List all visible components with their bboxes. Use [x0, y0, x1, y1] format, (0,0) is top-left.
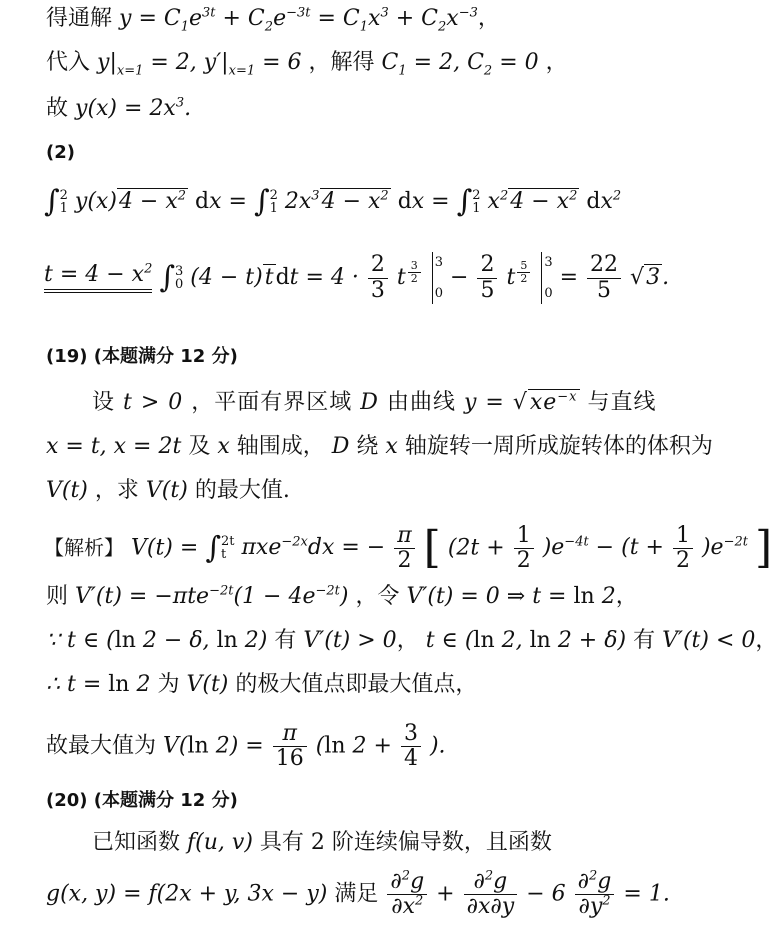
therefore-line: ∴ t = ln 2 为 V(t) 的极大值点即最大值点，: [46, 672, 478, 697]
because-line: ∵ t ∈ (ln 2 − δ, ln 2) 有 V′(t) > 0， t ∈ (ln 2, ln 2 + δ) 有 V′(t) < 0，: [46, 628, 777, 653]
q20-paragraph-line-2: g(x, y) = f(2x + y, 3x − y) 满足 $\frac{\partial^2g}{\partial x^2}$ + $\frac{\partial^2g}{\partial x\partial y}$ − 6 $\frac{\partial^2g}{\partial y^2}$ = 1.: [46, 868, 670, 920]
q19-paragraph-line-1: 设 t > 0 ，平面有界区域 D 由曲线 $y = √xe^{-x}$ 与直线: [92, 389, 657, 415]
text-region: ，平面有界区域: [191, 390, 353, 415]
text-axis-enclosed: 轴围成，: [236, 434, 325, 459]
text-let: 设: [92, 390, 116, 415]
text-satisfies: 满足: [334, 881, 379, 907]
text-max-point: 的极大值点即最大值点，: [235, 672, 478, 697]
text-rotation-volume: 轴旋转一周所成旋转体的体积为: [404, 434, 713, 459]
q19-paragraph-line-3: V(t) ，求 V(t) 的最大值.: [46, 478, 290, 503]
text-solve: ，解得: [308, 50, 375, 75]
derivative-line: 则 $V'(t) = -\pi te^{-2t}(1 - 4e^{-2t})$ ，令 V′(t) = 0 ⇒ t = ln 2，: [46, 583, 638, 609]
formula-initial-conditions: $y|_{x=1} = 2$, $y'|_{x=1} = 6$: [97, 50, 302, 79]
formula-general-solution: $y = C_1e^{3t} + C_2e^{-3t} = C_1x^3 + C_2x^{-3}$: [119, 5, 478, 35]
text-find: ，求: [94, 478, 139, 503]
substitution-marker: $t = 4 - x^2$: [44, 263, 152, 293]
q19-paragraph-line-2: x = t, x = 2t 及 x 轴围成， D 绕 x 轴旋转一周所成旋转体的体积为: [46, 434, 713, 459]
text-maximum: 的最大值.: [194, 478, 290, 503]
text-known-function: 已知函数: [92, 830, 181, 855]
text-has-1: 有: [274, 628, 297, 653]
text-therefore: 故: [46, 96, 69, 121]
part-2-label: (2): [46, 142, 75, 163]
text-and: 及: [188, 434, 211, 459]
text-second-order: 具有 2 阶连续偏导数，且函数: [259, 830, 552, 855]
initial-condition-line: [46, 50, 568, 79]
question-20-header: (20) (本题满分 12 分): [46, 790, 238, 811]
formula-constants: $C_1 = 2$, $C_2 = 0$: [381, 50, 539, 79]
text-is: 为: [157, 672, 180, 697]
max-value-line: 故最大值为 V(ln 2) = $\frac{\pi}{16}$ (ln 2 + $\frac{3}{4}$ ).: [46, 721, 446, 772]
solution-label: 【解析】: [44, 535, 124, 560]
text-comma: ，: [545, 50, 568, 75]
general-solution-line: 得通解 $y = C_1e^{3t} + C_2e^{-3t} = C_1x^3 + C_2x^{-3}$，: [46, 5, 500, 35]
text-around: 绕: [356, 434, 379, 459]
text-general-solution: 得通解: [46, 6, 113, 31]
integral-line: ∫ 2 1 $y(x)4 - x^2$ dx = ∫ 2 1 $2x^34 - x^2$ dx = ∫ 2 1 $x^24 - x^2$ $dx^2$: [44, 184, 622, 219]
text-let-zero: ，令: [355, 584, 400, 609]
solution-line: 【解析】 V(t) = ∫ 2t t πxe$^{-2x}$dx = − $\frac{\pi}{2}$ [ (2t + $\frac{1}{2}$ )$e^{-4t} - (t$ + $\frac{1}{2}$ )$e^{-2t}$ ]: [44, 522, 773, 573]
question-19-header: (19) (本题满分 12 分): [46, 346, 238, 367]
text-substitute: 代入: [46, 50, 91, 75]
text-max-value-is: 故最大值为: [46, 733, 157, 759]
text-and-lines: 与直线: [587, 390, 657, 415]
q20-paragraph-line-1: 已知函数 f(u, v) 具有 2 阶连续偏导数，且函数: [92, 830, 552, 855]
result-line: [46, 96, 191, 122]
text-by-curve: 由曲线: [386, 390, 456, 415]
formula-result: $y(x) = 2x^3$.: [75, 95, 192, 121]
text-has-2: 有: [633, 628, 656, 653]
text-then: 则: [46, 584, 69, 609]
substitution-line: $t = 4 - x^2$ ∫ 3 0 (4 − t)tdt = 4 · $\frac{2}{3}$ t $^{\frac{3}{2}}$ 3 0 − $\frac{2}{5}$ t $^{\frac{5}{2}}$ 3 0 = $\frac{22}{5}$ √3.: [44, 252, 670, 303]
